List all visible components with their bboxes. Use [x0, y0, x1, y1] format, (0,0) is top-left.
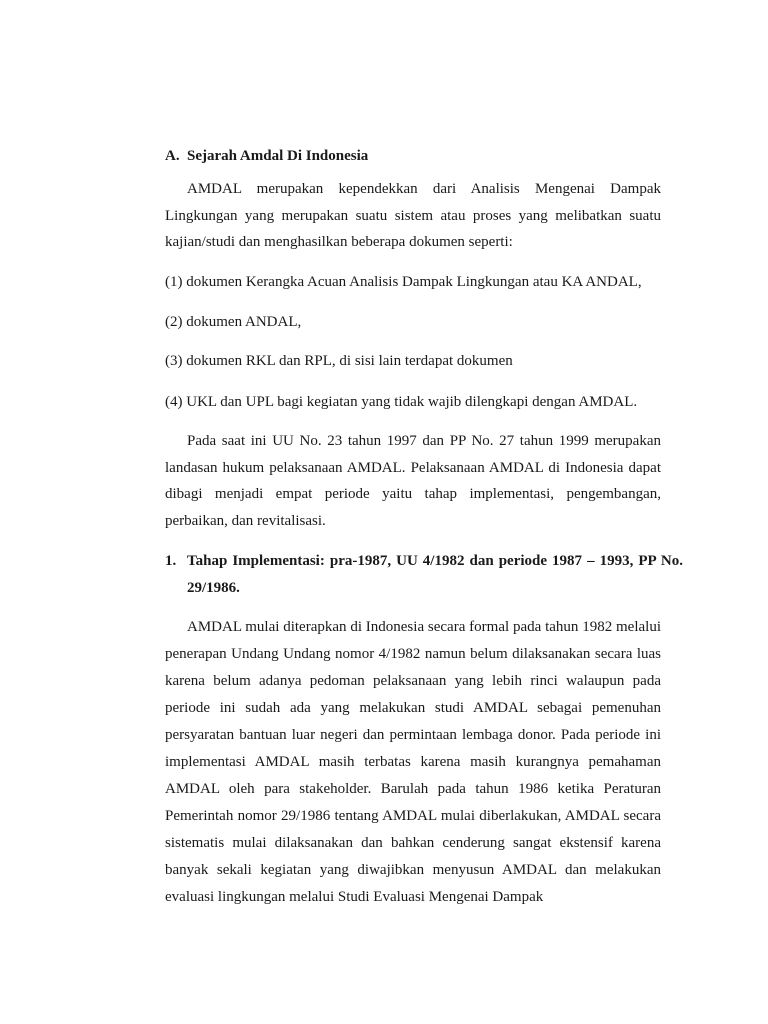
document-item-3: (3) dokumen RKL dan RPL, di sisi lain terdapat dokumen [165, 353, 513, 369]
section-title: Sejarah Amdal Di Indonesia [187, 148, 369, 164]
document-item-2: (2) dokumen ANDAL, [165, 314, 302, 330]
section-marker: A. [165, 148, 180, 164]
intro-paragraph: AMDAL merupakan kependekkan dari Analisis Mengenai Dampak Lingkungan yang merupakan suatu sistem atau proses yang melibatkan suatu kajian/studi dan menghasilkan beberapa dokumen seperti: [165, 181, 661, 251]
stage-1-marker: 1. [165, 553, 177, 569]
section-heading [165, 143, 661, 170]
document-item-4: (4) UKL dan UPL bagi kegiatan yang tidak wajib dilengkapi dengan AMDAL. [165, 394, 638, 410]
document-item-1: (1) dokumen Kerangka Acuan Analisis Dampak Lingkungan atau KA ANDAL, [165, 274, 642, 290]
stage-1-body: AMDAL mulai diterapkan di Indonesia secara formal pada tahun 1982 melalui penerapan Undang Undang nomor 4/1982 namun belum dilaksanakan secara luas karena belum adanya pedoman pelaksanaan yang lebih rinci walaupun pada periode ini sudah ada yang melakukan studi AMDAL sebagai pemenuhan persyaratan bantuan luar negeri dan permintaan lembaga donor. Pada periode ini implementasi AMDAL masih terbatas karena masih kurangnya pemahaman AMDAL oleh para stakeholder. Barulah pada tahun 1986 ketika Peraturan Pemerintah nomor 29/1986 tentang AMDAL mulai diberlakukan, AMDAL secara sistematis mulai dilaksanakan dan bahkan cenderung sangat ekstensif karena banyak sekali kegiatan yang diwajibkan menyusun AMDAL dan melakukan evaluasi lingkungan melalui Studi Evaluasi Mengenai Dampak [165, 619, 661, 905]
legal-basis-paragraph: Pada saat ini UU No. 23 tahun 1997 dan PP No. 27 tahun 1999 merupakan landasan hukum pelaksanaan AMDAL. Pelaksanaan AMDAL di Indonesia dapat dibagi menjadi empat periode yaitu tahap implementasi, pengembangan, perbaikan, dan revitalisasi. [165, 433, 661, 530]
stage-1-heading [165, 548, 683, 601]
stage-1-title: Tahap Implementasi: pra-1987, UU 4/1982 dan periode 1987 – 1993, PP No. 29/1986. [187, 553, 683, 596]
